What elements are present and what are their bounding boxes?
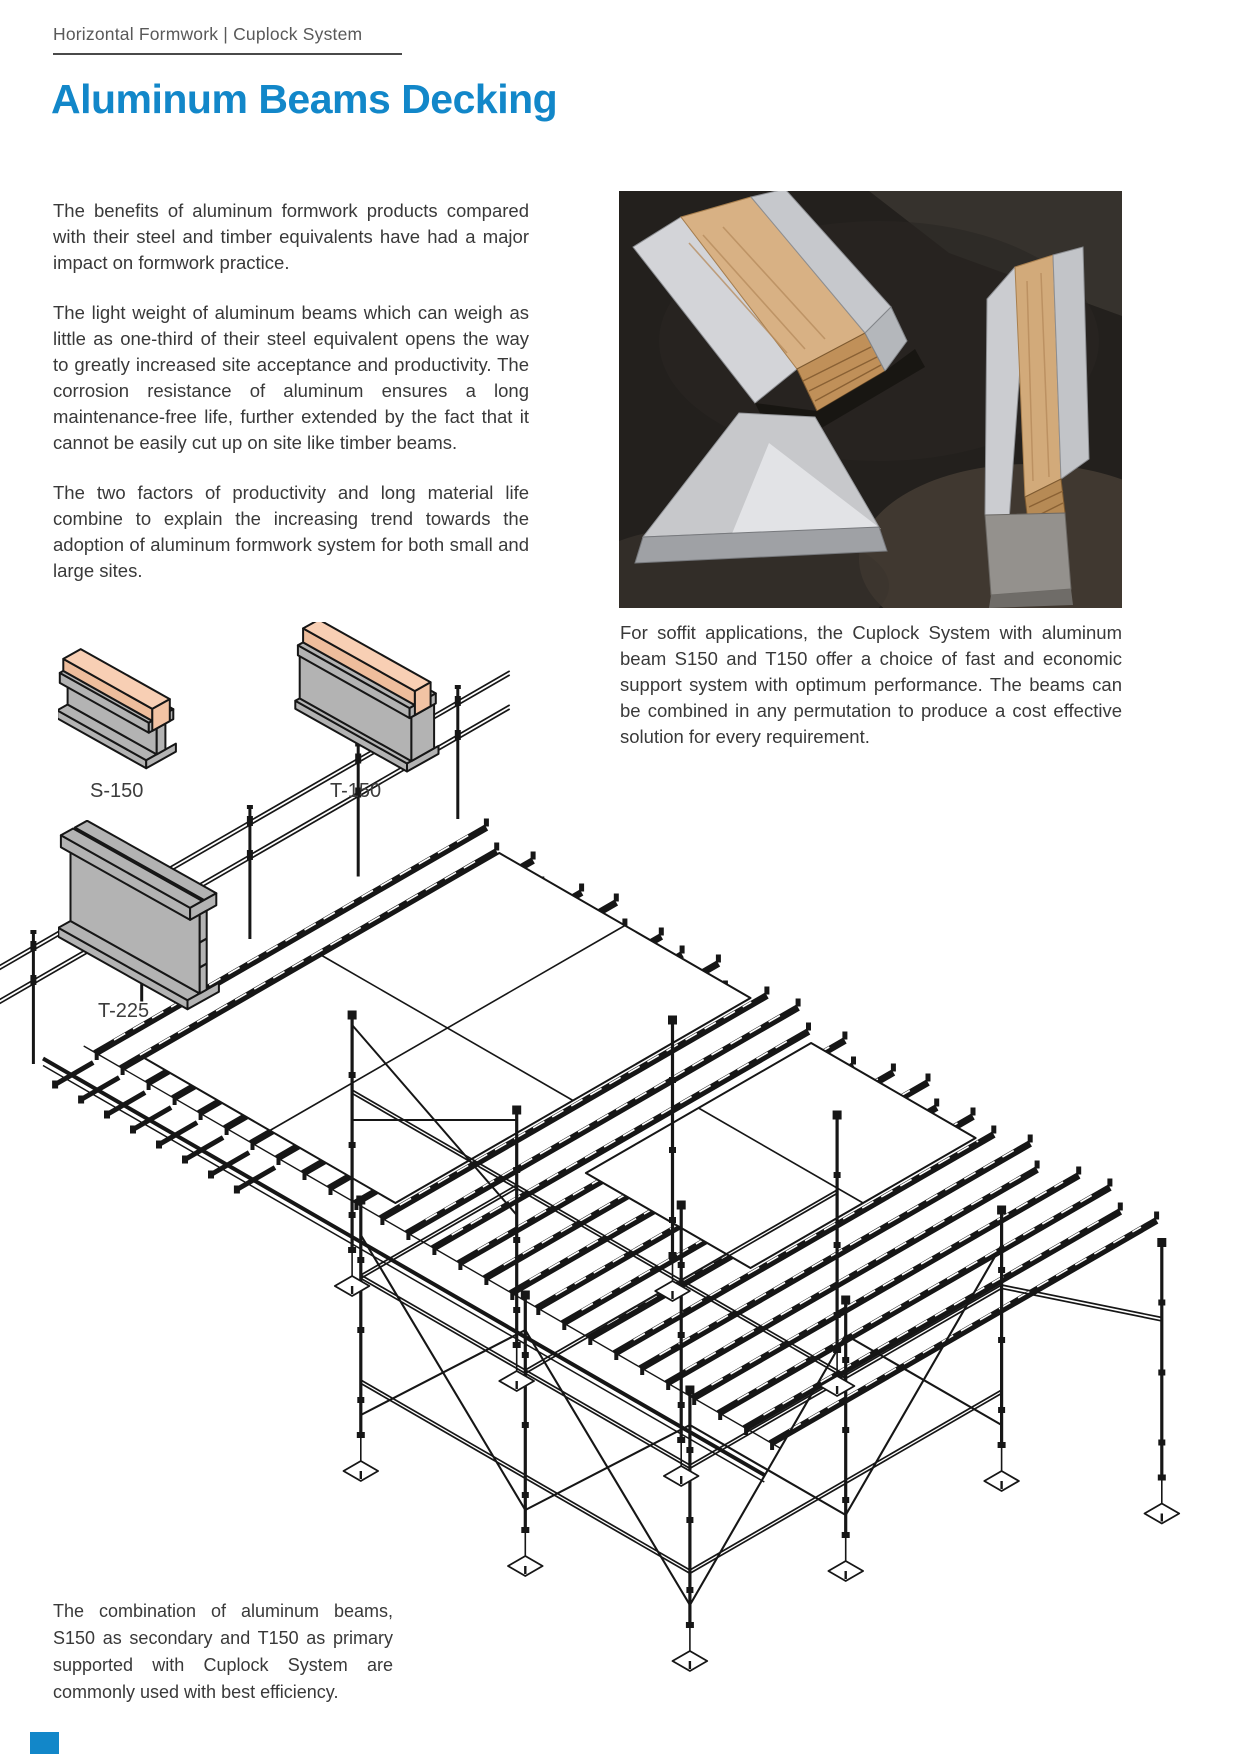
s150-beam-drawing bbox=[58, 640, 208, 775]
bottom-caption: The combination of aluminum beams, S150 as secondary and T150 as primary supported with Cuplock System are commonly used with best efficiency. bbox=[53, 1601, 393, 1702]
page-title: Aluminum Beams Decking bbox=[51, 76, 558, 122]
figure-s150 bbox=[58, 640, 208, 775]
intro-paragraph-1: The benefits of aluminum formwork products compared with their steel and timber equivalents have had a major impact on formwork practice. bbox=[53, 200, 529, 273]
breadcrumb: Horizontal Formwork | Cuplock System bbox=[53, 24, 402, 55]
t225-beam-drawing bbox=[58, 820, 243, 1015]
soffit-paragraph: For soffit applications, the Cuplock System with aluminum beam S150 and T150 offer a choice of fast and economic support system with optimum performance. The beams can be combined in any permutation to produce a cost effective solution for every requirement. bbox=[620, 622, 1122, 747]
t150-beam-drawing bbox=[293, 622, 468, 782]
page-corner-accent bbox=[30, 1732, 59, 1754]
figure-t150 bbox=[293, 622, 468, 782]
t225-label: T-225 bbox=[98, 1000, 150, 1022]
intro-paragraph-3: The two factors of productivity and long material life combine to explain the increasing trend towards the adoption of aluminum formwork system for both small and large sites. bbox=[53, 482, 529, 581]
figure-t225 bbox=[58, 820, 243, 1015]
t150-label: T-150 bbox=[330, 780, 382, 802]
s150-label: S-150 bbox=[90, 780, 144, 802]
intro-paragraph-2: The light weight of aluminum beams which can weigh as little as one-third of their steel equivalent opens the way to greatly increased site acceptance and productivity. The corrosion resistance of aluminum ensures a long maintenance-free life, further extended by the fact that it cannot be easily cut up on site like timber beams. bbox=[53, 302, 529, 453]
